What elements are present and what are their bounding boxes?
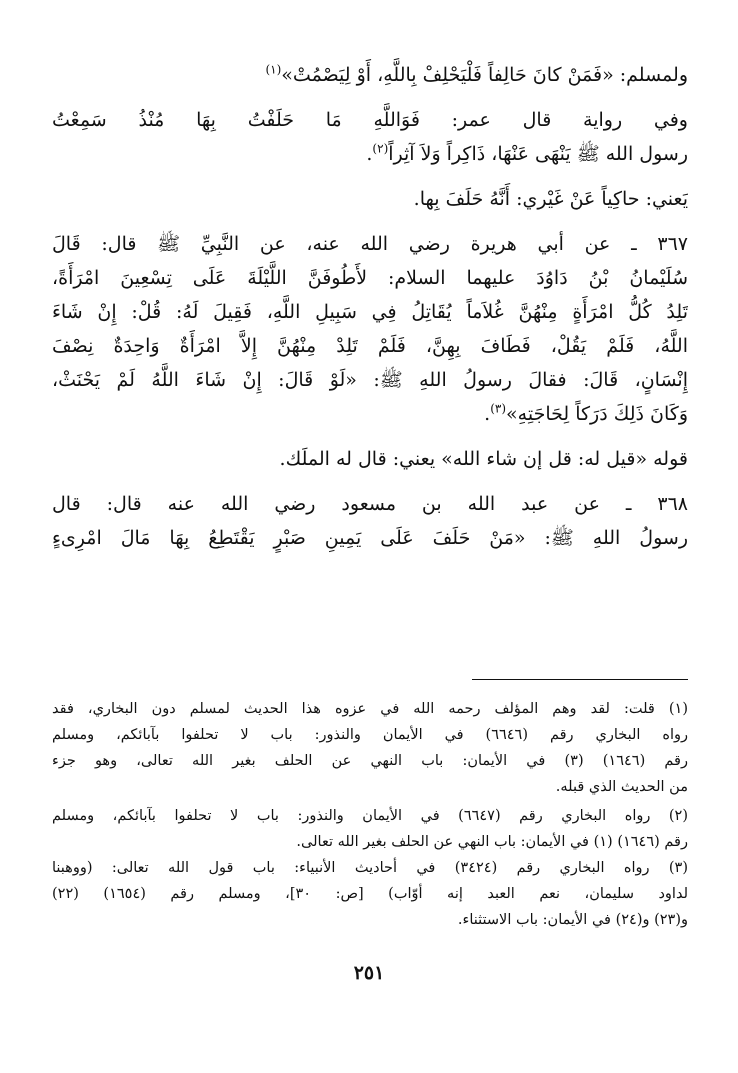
text-line: تَلِدُ كُلُّ امْرَأَةٍ مِنْهُنَّ غُلاَماً يُقَاتِلُ فِي سَبِيلِ اللَّهِ، فَقِيلَ لَهُ: قُلْ: إِنْ شَاءَ [52,301,688,323]
page-number: ٢٥١ [353,962,385,984]
footnote-line: (١) قلت: لقد وهم المؤلف رحمه الله في عزوه هذا الحديث لمسلم دون البخاري، فقد [52,701,688,717]
footnote-ref: (١) [265,62,282,77]
footnote-ref: (٢) [372,141,389,156]
footnote-line: رواه البخاري رقم (٦٦٤٦) في الأيمان والنذور: باب لا تحلفوا بآبائكم، ومسلم [52,727,688,743]
footnote-line: لداود سليمان، نعم العبد إنه أوّاب) [ص: ٣٠]، ومسلم رقم (١٦٥٤) (٢٢) [52,886,688,902]
text-line: يَعني: حاكِياً عَنْ غَيْري: أَنَّهُ حَلَفَ بِها. [413,188,688,210]
footnote-line: و(٢٣) و(٢٤) في الأيمان: باب الاستثناء. [457,912,688,928]
footnote-line: رقم (١٦٤٦) (١) في الأيمان: باب النهي عن الحلف بغير الله تعالى. [296,834,688,850]
text-line: ٣٦٨ ـ عن عبد الله بن مسعود رضي الله عنه قال: قال [52,493,688,515]
footnotes [52,696,688,933]
text-line: وفي رواية قال عمر: فَوَاللَّهِ مَا حَلَفْتُ بِهَا مُنْذُ سَمِعْتُ [52,109,688,131]
footnote-line: (٣) رواه البخاري رقم (٣٤٢٤) في أحاديث الأنبياء: باب قول الله تعالى: (ووهبنا [52,860,688,876]
text-line: سُلَيْمانُ بْنُ دَاوُدَ عليهما السلام: لأَطُوفَنَّ اللَّيْلَةَ عَلَى تِسْعِينَ امْرَأَةً، [52,267,688,289]
footnote-line: رقم (١٦٤٦) (٣) في الأيمان: باب النهي عن الحلف بغير الله تعالى، وهو جزء [52,753,688,769]
footnote-ref: (٣) [490,401,507,416]
text-line: اللَّهُ، فَلَمْ يَقُلْ، فَطَافَ بِهِنَّ، فَلَمْ تَلِدْ مِنْهُنَّ إِلاَّ امْرَأَةٌ وَاحِدَةٌ نِصْفَ [52,335,688,357]
text-line: قوله «قيل له: قل إن شاء الله» يعني: قال له الملَك. [279,448,688,470]
main-text [52,58,688,555]
text-line: إِنْسَانٍ، قَالَ: فقالَ رسولُ اللهِ ﷺ: «لَوْ قَالَ: إِنْ شَاءَ اللَّهُ لَمْ يَحْنَثْ، [52,369,688,391]
footnote-line: (٢) رواه البخاري رقم (٦٦٤٧) في الأيمان والنذور: باب لا تحلفوا بآبائكم، ومسلم [52,808,688,824]
text-line: ٣٦٧ ـ عن أبي هريرة رضي الله عنه، عن النَّبِيِّ ﷺ قال: قَالَ [52,233,688,255]
footnote-line: من الحديث الذي قبله. [555,779,688,795]
footnote-divider [472,679,688,680]
text-line: ولمسلم: «فَمَنْ كانَ حَالِفاً فَلْيَحْلِفْ بِاللَّهِ، أَوْ لِيَصْمُتْ»$^{(١)}$ [265,62,688,86]
text-line: رسولُ اللهِ ﷺ: «مَنْ حَلَفَ عَلَى يَمِينِ صَبْرٍ يَقْتَطِعُ بِهَا مَالَ امْرِىءٍ [52,527,688,549]
text-line: رسول الله ﷺ يَنْهَى عَنْهَا، ذَاكِراً وَلاَ آثِراً$^{(٢)}$. [366,141,688,165]
text-line: وَكَانَ ذَلِكَ دَرَكاً لِحَاجَتِهِ»$^{(٣)}$. [484,401,688,425]
